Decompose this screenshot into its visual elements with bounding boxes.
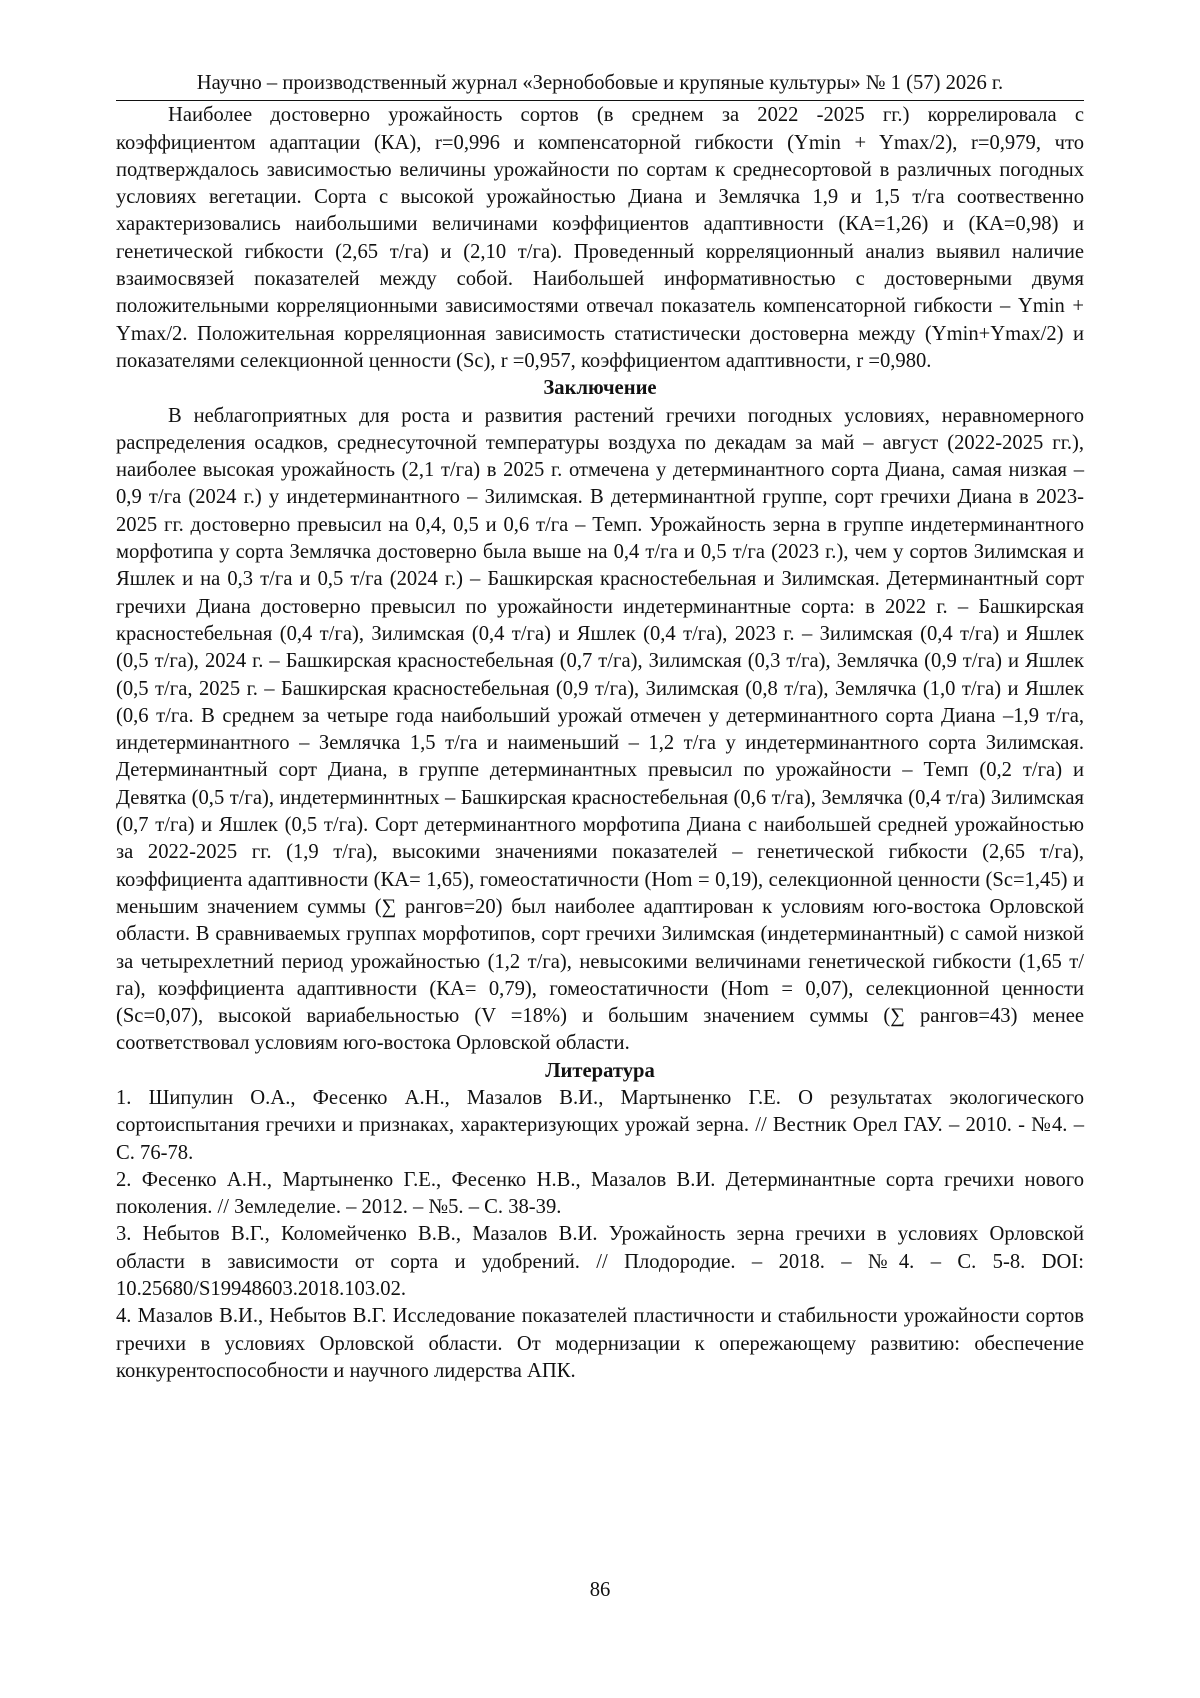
- references-list: [116, 1085, 1084, 1385]
- running-head: Научно – производственный журнал «Зернобобовые и крупяные культуры» № 1 (57) 2026 г.: [116, 70, 1084, 101]
- page-number: 86: [589, 1579, 611, 1601]
- journal-page: [116, 70, 1084, 1385]
- conclusion-paragraph: В неблагоприятных для роста и развития растений гречихи погодных условиях, неравномерного распределения осадков, среднесуточной температуры воздуха по декадам за май – август (2022-2025 гг.), наиболее высокая урожайность (2,1 т/га) в 2025 г. отмечена у детерминантного сорта Диана, самая низкая – 0,9 т/га (2024 г.) у индетерминантного – Зилимская. В детерминантной группе, сорт гречихи Диана в 2023-2025 гг. достоверно превысил на 0,4, 0,5 и 0,6 т/га – Темп. Урожайность зерна в группе индетерминантного морфотипа у сорта Землячка достоверно была выше на 0,4 т/га и 0,5 т/га (2023 г.), чем у сортов Зилимская и Яшлек и на 0,3 т/га и 0,5 т/га (2024 г.) – Башкирская красностебельная и Зилимская. Детерминантный сорт гречихи Диана достоверно превысил по урожайности индетерминантные сорта: в 2022 г. – Башкирская красностебельная (0,4 т/га), Зилимская (0,4 т/га) и Яшлек (0,4 т/га), 2023 г. – Зилимская (0,4 т/га) и Яшлек (0,5 т/га), 2024 г. – Башкирская красностебельная (0,7 т/га), Зилимская (0,3 т/га), Землячка (0,9 т/га) и Яшлек (0,5 т/га, 2025 г. – Башкирская красностебельная (0,9 т/га), Зилимская (0,8 т/га), Землячка (1,0 т/га) и Яшлек (0,6 т/га. В среднем за четыре года наибольший урожай отмечен у детерминантного сорта Диана –1,9 т/га, индетерминантного – Землячка 1,5 т/га и наименьший – 1,2 т/га у индетерминантного сорта Зилимская. Детерминантный сорт Диана, в группе детерминантных превысил по урожайности – Темп (0,2 т/га) и Девятка (0,5 т/га), индетерминнтных – Башкирская красностебельная (0,6 т/га), Землячка (0,4 т/га) Зилимская (0,7 т/га) и Яшлек (0,5 т/га). Сорт детерминантного морфотипа Диана с наибольшей средней урожайностью за 2022-2025 гг. (1,9 т/га), высокими значениями показателей – генетической гибкости (2,65 т/га), коэффициента адаптивности (КА= 1,65), гомеостатичности (Hom = 0,19), селекционной ценности (Sc=1,45) и меньшим значением суммы (∑ рангов=20) был наиболее адаптирован к условиям юго-востока Орловской области. В сравниваемых группах морфотипов, сорт гречихи Зилимская (индетерминантный) с самой низкой за четырехлетний период урожайностью (1,2 т/га), невысокими величинами генетической гибкости (1,65 т/га), коэффициента адаптивности (КА= 0,79), гомеостатичности (Hom = 0,07), селекционной ценности (Sc=0,07), высокой вариабельностью (V =18%) и большим значением суммы (∑ рангов=43) менее соответствовал условиям юго-востока Орловской области.: [116, 404, 1084, 1055]
- intro-paragraph: Наиболее достоверно урожайность сортов (в среднем за 2022 -2025 гг.) коррелировала с коэффициентом адаптации (КА), r=0,996 и компенсаторной гибкости (Ymin + Ymax/2), r=0,979, что подтверждалось зависимостью величины урожайности по сортам к среднесортовой в различных погодных условиях вегетации. Сорта с высокой урожайностью Диана и Землячка 1,9 и 1,5 т/га соотвественно характеризовались наибольшими величинами коэффициентов адаптивности (КА=1,26) и (КА=0,98) и генетической гибкости (2,65 т/га) и (2,10 т/га). Проведенный корреляционный анализ выявил наличие взаимосвязей показателей между собой. Наибольшей информативностью с достоверными двумя положительными корреляционными зависимостями отвечал показатель компенсаторной гибкости – Ymin + Ymax/2. Положительная корреляционная зависимость статистически достоверна между (Ymin+Ymax/2) и показателями селекционной ценности (Sc), r =0,957, коэффициентом адаптивности, r =0,980.: [116, 104, 1084, 372]
- reference-item: 4. Мазалов В.И., Небытов В.Г. Исследование показателей пластичности и стабильности урожайности сортов гречихи в условиях Орловской области. От модернизации к опережающему развитию: обеспечение конкурентоспособности и научного лидерства АПК.: [116, 1305, 1084, 1382]
- reference-item: 3. Небытов В.Г., Коломейченко В.В., Мазалов В.И. Урожайность зерна гречихи в условиях Орловской области в зависимости от сорта и удобрений. // Плодородие. – 2018. – №4. – С. 5-8. DOI: 10.25680/S19948603.2018.103.02.: [116, 1223, 1084, 1301]
- reference-item: 2. Фесенко А.Н., Мартыненко Г.Е., Фесенко Н.В., Мазалов В.И. Детерминантные сорта гречихи нового поколения. // Земледелие. – 2012. – №5. – С. 38-39.: [116, 1168, 1084, 1219]
- conclusion-heading: Заключение: [543, 377, 657, 400]
- reference-item: 1. Шипулин О.А., Фесенко А.Н., Мазалов В.И., Мартыненко Г.Е. О результатах экологического сортоиспытания гречихи и признаках, характеризующих урожай зерна. // Вестник Орел ГАУ. – 2010. - №4. – С. 76-78.: [116, 1086, 1084, 1164]
- references-heading: Литература: [545, 1059, 655, 1082]
